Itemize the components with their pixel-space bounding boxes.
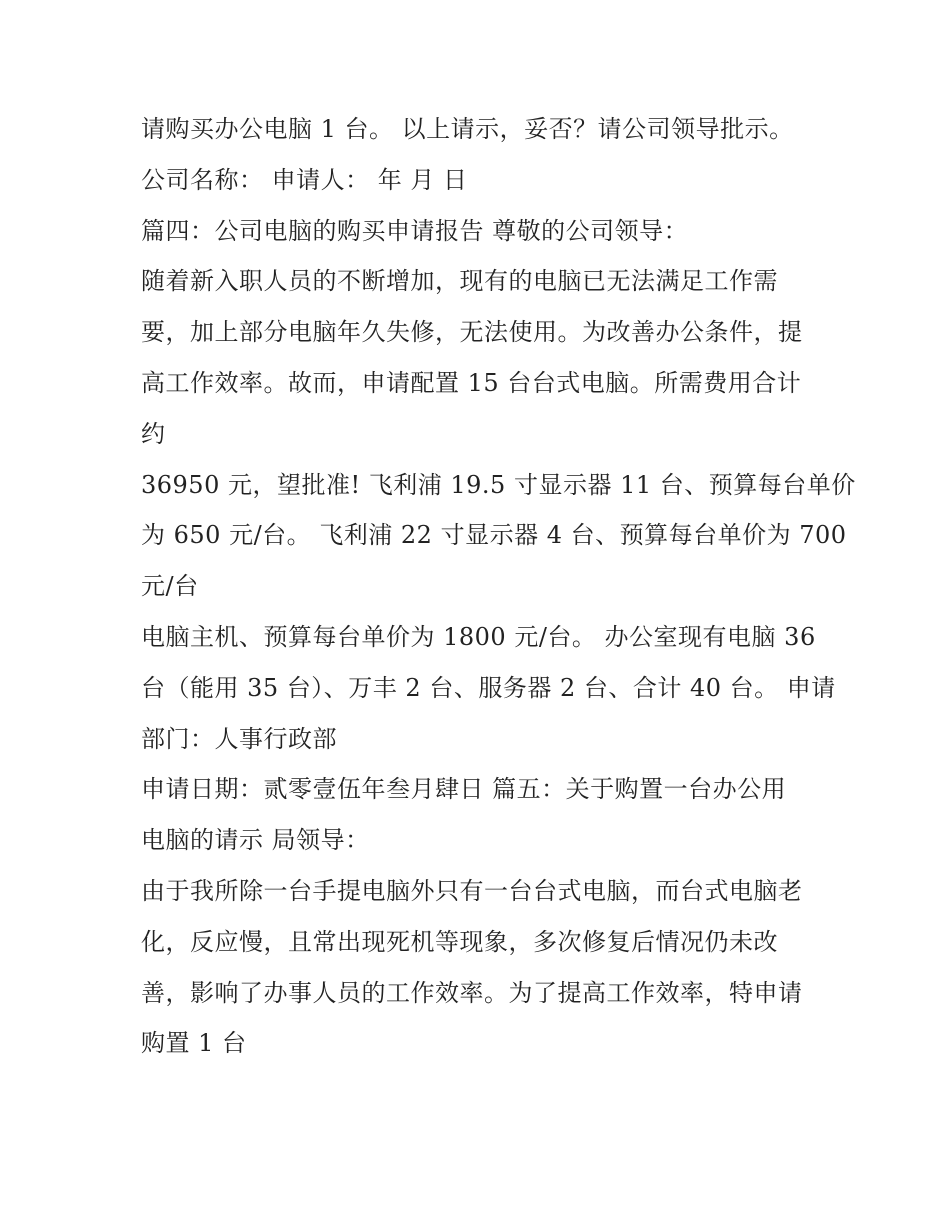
text-line: 部门：人事行政部 — [141, 724, 337, 753]
text-line: 善，影响了办事人员的工作效率。为了提高工作效率，特申请 — [141, 978, 803, 1007]
text-line: 为 650 元/台。 飞利浦 22 寸显示器 4 台、预算每台单价为 700 — [141, 521, 847, 550]
text-line: 电脑主机、预算每台单价为 1800 元/台。 办公室现有电脑 36 — [141, 622, 816, 651]
text-line: 36950 元，望批准! 飞利浦 19.5 寸显示器 11 台、预算每台单价 — [141, 470, 856, 499]
text-line: 购置 1 台 — [141, 1029, 247, 1058]
text-line: 公司名称： 申请人： 年 月 日 — [141, 165, 468, 194]
text-line: 约 — [141, 419, 166, 448]
text-line: 电脑的请示 局领导： — [141, 826, 370, 855]
text-line: 台（能用 35 台）、万丰 2 台、服务器 2 台、合计 40 台。 申请 — [141, 673, 836, 702]
text-line: 篇四：公司电脑的购买申请报告 尊敬的公司领导： — [141, 216, 689, 245]
text-line: 申请日期：贰零壹伍年叁月肆日 篇五：关于购置一台办公用 — [141, 775, 787, 804]
text-line: 随着新入职人员的不断增加，现有的电脑已无法满足工作需 — [141, 267, 778, 296]
text-line: 元/台 — [141, 572, 199, 601]
text-line: 要，加上部分电脑年久失修，无法使用。为改善办公条件，提 — [141, 318, 803, 347]
text-line: 高工作效率。故而，申请配置 15 台台式电脑。所需费用合计 — [141, 368, 802, 397]
text-line: 由于我所除一台手提电脑外只有一台台式电脑，而台式电脑老 — [141, 876, 803, 905]
text-line: 化，反应慢，且常出现死机等现象，多次修复后情况仍未改 — [141, 927, 778, 956]
text-line: 请购买办公电脑 1 台。 以上请示，妥否？请公司领导批示。 — [141, 115, 794, 143]
document-body — [141, 104, 856, 1069]
